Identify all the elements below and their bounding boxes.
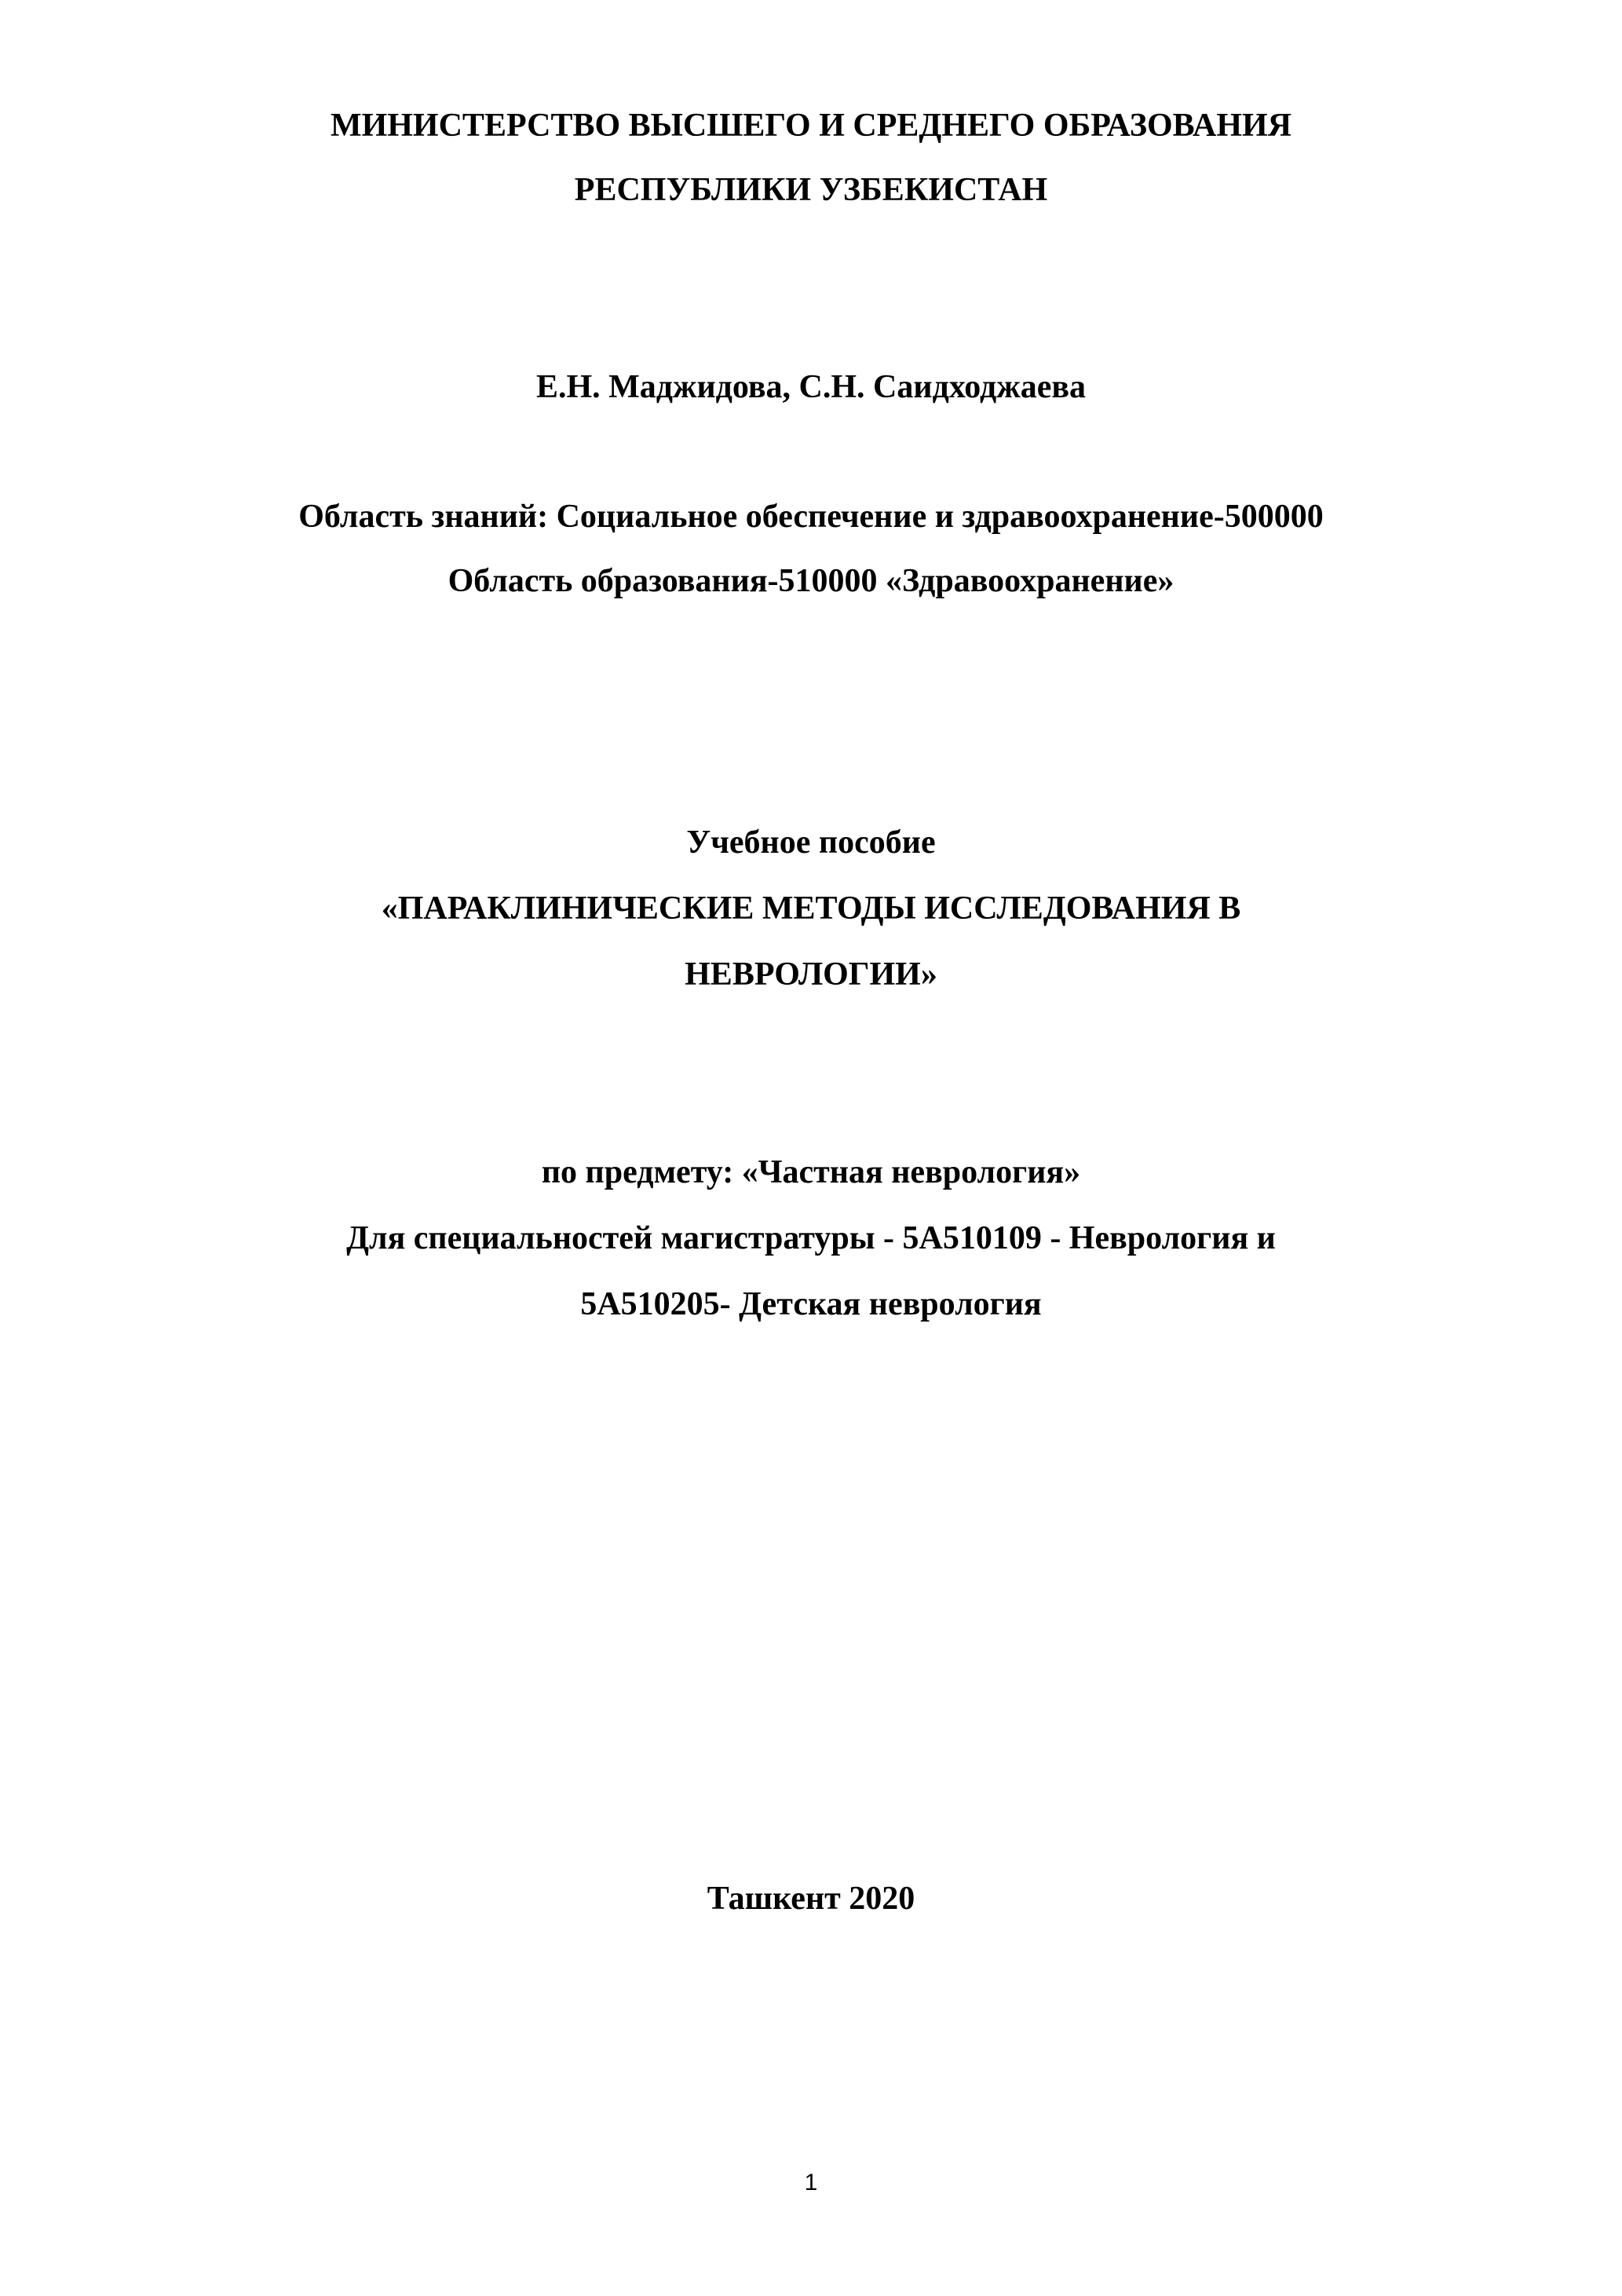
field-of-knowledge: Область знаний: Социальное обеспечение и здравоохранение-500000 xyxy=(298,499,1324,535)
subject: по предмету: «Частная неврология» xyxy=(541,1154,1081,1190)
ministry-line-2: РЕСПУБЛИКИ УЗБЕКИСТАН xyxy=(574,172,1048,208)
document-type: Учебное пособие xyxy=(686,824,936,861)
specialties-line-2: 5А510205- Детская неврология xyxy=(580,1286,1042,1322)
page-number: 1 xyxy=(804,2170,818,2195)
title-line-1: «ПАРАКЛИНИЧЕСКИЕ МЕТОДЫ ИССЛЕДОВАНИЯ В xyxy=(381,890,1241,927)
ministry-line-1: МИНИСТЕРСТВО ВЫСШЕГО И СРЕДНЕГО ОБРАЗОВАНИЯ xyxy=(330,108,1292,144)
city-year: Ташкент 2020 xyxy=(707,1881,915,1917)
specialties-line-1: Для специальностей магистратуры - 5А510109 - Неврология и xyxy=(346,1220,1276,1256)
field-of-education: Область образования-510000 «Здравоохранение» xyxy=(448,563,1174,599)
authors: Е.Н. Маджидова, С.Н. Саидходжаева xyxy=(535,369,1087,405)
title-line-2: НЕВРОЛОГИИ» xyxy=(685,956,937,993)
